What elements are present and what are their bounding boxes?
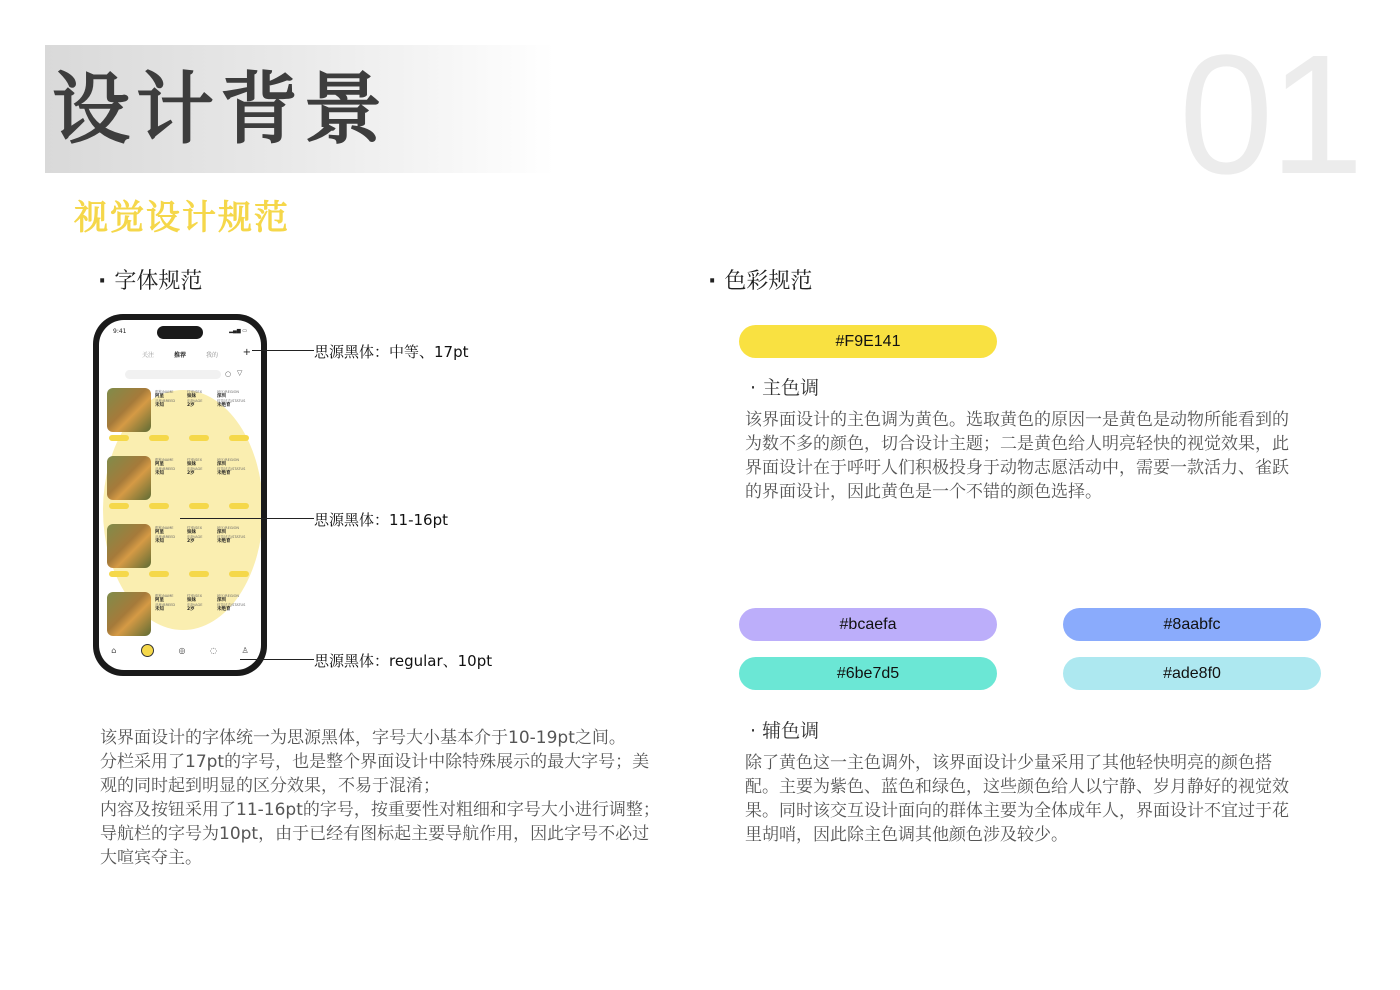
- phone-tabs: [99, 350, 261, 359]
- user-icon[interactable]: ♙: [241, 645, 249, 655]
- pet-photo: [107, 388, 151, 432]
- card-col-3: 地区/REGION 深圳 疫苗状态/STATUS 未绝育: [217, 390, 246, 408]
- card-buttons: [109, 503, 249, 509]
- card-button[interactable]: [229, 435, 249, 441]
- tab-follow[interactable]: 关注: [141, 352, 154, 359]
- annotation-tab-font: 思源黑体：中等、17pt: [314, 343, 469, 361]
- tab-mine[interactable]: 我的: [206, 352, 219, 359]
- card-col-2: 性别/SEX 妹妹 年龄/AGE 2岁: [187, 390, 203, 408]
- signal-battery-icon: ▂▄▆ ▭: [229, 328, 247, 334]
- card-col-3: 地区/REGION 深圳 疫苗状态/STATUS 未绝育: [217, 526, 246, 544]
- status-time: 9:41: [113, 328, 127, 335]
- phone-mockup: [93, 314, 267, 676]
- planet-icon[interactable]: ◎: [178, 645, 186, 655]
- pet-photo: [107, 456, 151, 500]
- annotation-line: [240, 659, 314, 660]
- pet-card[interactable]: [107, 524, 255, 588]
- secondary-color-swatch-green: #6be7d5: [739, 657, 997, 690]
- chat-icon[interactable]: ◌: [209, 645, 217, 655]
- search-icon[interactable]: ○: [225, 370, 232, 378]
- document-icon[interactable]: [141, 644, 154, 657]
- card-button[interactable]: [149, 503, 169, 509]
- section-number: 01: [1178, 20, 1360, 210]
- pet-card[interactable]: [107, 388, 255, 452]
- card-button[interactable]: [229, 571, 249, 577]
- pet-photo: [107, 524, 151, 568]
- phone-screen: [99, 320, 261, 670]
- card-col-3: 地区/REGION 深圳 疫苗状态/STATUS 未绝育: [217, 594, 246, 612]
- card-col-1: 昵称/NAME 阿星 品种/BREED 未知: [155, 458, 176, 476]
- secondary-color-swatch-cyan: #ade8f0: [1063, 657, 1321, 690]
- secondary-description-line: 配。主要为紫色、蓝色和绿色，这些颜色给人以宁静、岁月静好的视觉效: [745, 777, 1289, 797]
- card-col-1: 昵称/NAME 阿星 品种/BREED 未知: [155, 594, 176, 612]
- secondary-description-line: 里胡哨，因此除主色调其他颜色涉及较少。: [745, 825, 1068, 845]
- bullet: ·: [750, 720, 763, 742]
- pet-photo: [107, 592, 151, 636]
- card-col-2: 性别/SEX 妹妹 年龄/AGE 2岁: [187, 594, 203, 612]
- card-buttons: [109, 571, 249, 577]
- plus-icon[interactable]: +: [242, 347, 251, 358]
- primary-color-label: 主色调: [762, 377, 820, 399]
- font-section-heading-label: 字体规范: [114, 269, 203, 294]
- card-button[interactable]: [189, 503, 209, 509]
- card-col-2: 性别/SEX 妹妹 年龄/AGE 2岁: [187, 526, 203, 544]
- primary-description-line: 该界面设计的主色调为黄色。选取黄色的原因一是黄色是动物所能看到的: [745, 410, 1289, 430]
- page-subtitle: 视觉设计规范: [74, 198, 290, 238]
- card-col-1: 昵称/NAME 阿星 品种/BREED 未知: [155, 526, 176, 544]
- card-button[interactable]: [109, 435, 129, 441]
- card-button[interactable]: [109, 503, 129, 509]
- secondary-description-line: 除了黄色这一主色调外，该界面设计少量采用了其他轻快明亮的颜色搭: [745, 753, 1272, 773]
- annotation-line: [252, 350, 314, 351]
- pet-card[interactable]: [107, 456, 255, 520]
- bullet: ·: [98, 269, 107, 294]
- card-col-2: 性别/SEX 妹妹 年龄/AGE 2岁: [187, 458, 203, 476]
- card-button[interactable]: [109, 571, 129, 577]
- secondary-color-description: [745, 751, 1325, 847]
- font-description-line: 该界面设计的字体统一为思源黑体，字号大小基本介于10-19pt之间。: [100, 728, 626, 748]
- primary-color-description: [745, 408, 1325, 504]
- card-col-1: 昵称/NAME 阿星 品种/BREED 未知: [155, 390, 176, 408]
- primary-color-swatch: #F9E141: [739, 325, 997, 358]
- font-description-line: 内容及按钮采用了11-16pt的字号，按重要性对粗细和字号大小进行调整；: [100, 800, 660, 820]
- color-section-heading: [708, 264, 812, 295]
- color-section-heading-label: 色彩规范: [724, 269, 813, 294]
- card-button[interactable]: [189, 571, 209, 577]
- secondary-color-swatch-purple: #bcaefa: [739, 608, 997, 641]
- search-input[interactable]: [125, 370, 221, 379]
- font-description: [100, 726, 690, 870]
- primary-description-line: 界面设计在于呼吁人们积极投身于动物志愿活动中，需要一款活力、雀跃: [745, 458, 1289, 478]
- font-section-heading: [98, 264, 202, 295]
- secondary-description-line: 果。同时该交互设计面向的群体主要为全体成年人，界面设计不宜过于花: [745, 801, 1289, 821]
- secondary-color-label: 辅色调: [762, 720, 820, 742]
- phone-notch: [157, 326, 203, 339]
- annotation-nav-font: 思源黑体：regular、10pt: [314, 652, 493, 670]
- annotation-line: [180, 518, 314, 519]
- card-buttons: [109, 435, 249, 441]
- card-col-3: 地区/REGION 深圳 疫苗状态/STATUS 未绝育: [217, 458, 246, 476]
- primary-description-line: 的界面设计，因此黄色是一个不错的颜色选择。: [745, 482, 1102, 502]
- bullet: ·: [750, 377, 763, 399]
- annotation-content-font: 思源黑体：11-16pt: [314, 511, 448, 529]
- card-button[interactable]: [229, 503, 249, 509]
- card-button[interactable]: [189, 435, 209, 441]
- tab-recommend[interactable]: 推荐: [173, 352, 186, 359]
- primary-description-line: 为数不多的颜色，切合设计主题；二是黄色给人明亮轻快的视觉效果，此: [745, 434, 1289, 454]
- home-icon[interactable]: ⌂: [111, 645, 117, 655]
- card-button[interactable]: [149, 571, 169, 577]
- bullet: ·: [708, 269, 717, 294]
- secondary-color-heading: [750, 716, 819, 743]
- bottom-nav: [99, 640, 261, 660]
- font-description-line: 观的同时起到明显的区分效果，不易于混淆；: [100, 776, 440, 796]
- page-title: 设计背景: [52, 65, 389, 155]
- font-description-line: 导航栏的字号为10pt，由于已经有图标起主要导航作用，因此字号不必过: [100, 824, 650, 844]
- primary-color-heading: [750, 373, 819, 400]
- secondary-color-swatch-blue: #8aabfc: [1063, 608, 1321, 641]
- font-description-line: 分栏采用了17pt的字号，也是整个界面设计中除特殊展示的最大字号；美: [100, 752, 650, 772]
- card-button[interactable]: [149, 435, 169, 441]
- filter-icon[interactable]: ▽: [237, 369, 243, 377]
- font-description-line: 大喧宾夺主。: [100, 848, 202, 868]
